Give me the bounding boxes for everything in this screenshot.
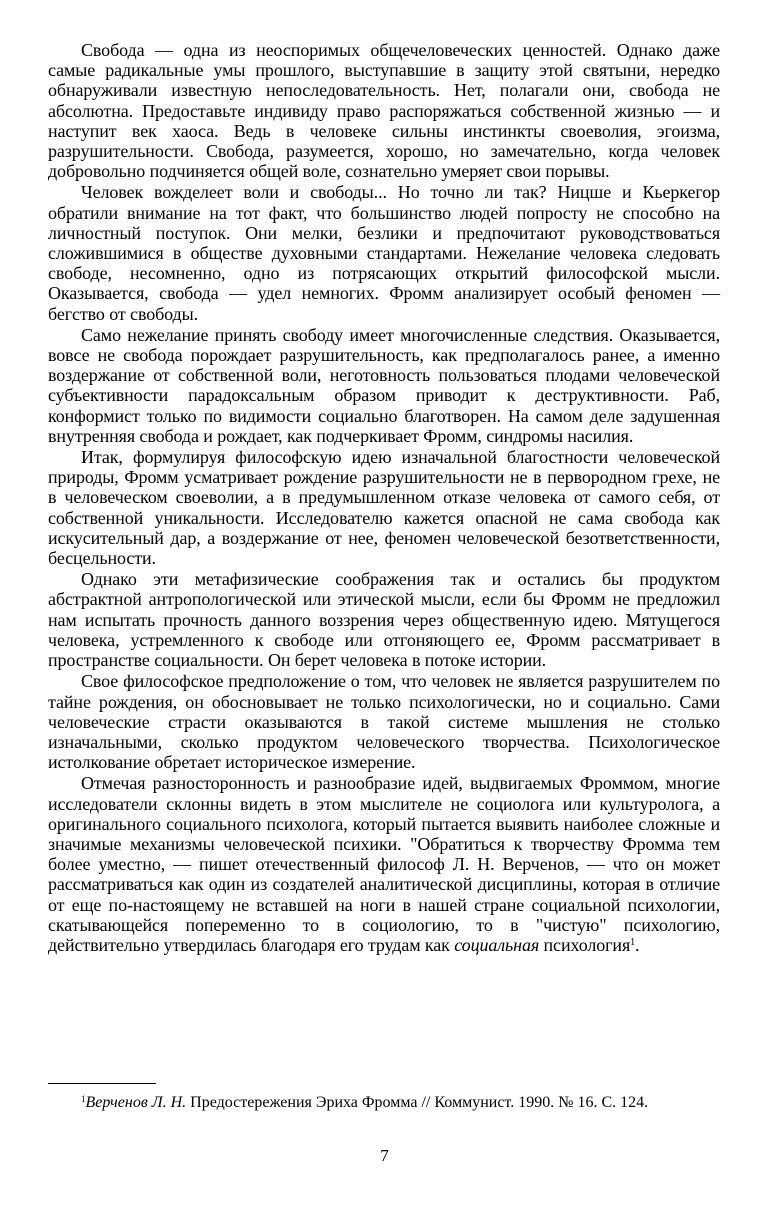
paragraph-5: Однако эти метафизические соображения так и остались бы продуктом абстрактной антропологической или этической мысли, если бы Фромм не предложил нам испытать прочность данного воззрения через общественную идею. Мятущегося человека, устремленного к свободе или отгоняющего ее, Фромм рассматривает в пространстве социальности. Он берет человека в потоке истории. bbox=[48, 569, 720, 671]
paragraph-4: Итак, формулируя философскую идею изначальной благостности человеческой природы, Фромм усматривает рождение разрушительности не в первородном грехе, не в человеческом своеволии, а в предумышленном отказе человека от самого себя, от собственной уникальности. Исследователю кажется опасной не сама свобода как искусительный дар, а воздержание от нее, феномен человеческой безответственности, бесцельности. bbox=[48, 447, 720, 569]
page-body bbox=[48, 40, 720, 955]
footnote-reference[interactable]: 1 bbox=[630, 936, 636, 948]
paragraph-6: Свое философское предположение о том, что человек не является разрушителем по тайне рождения, он обосновывает не только психологически, но и социально. Сами человеческие страсти оказываются в такой системе мышления не столько изначальными, сколько продуктом человеческого творчества. Психологическое истолкование обретает историческое измерение. bbox=[48, 671, 720, 773]
paragraph-1: Свобода — одна из неоспоримых общечеловеческих ценностей. Однако даже самые радикальные умы прошлого, выступавшие в защиту этой святыни, нередко обнаруживали известную непоследовательность. Нет, полагали они, свобода не абсолютна. Предоставьте индивиду право распоряжаться собственной жизнью — и наступит век хаоса. Ведь в человеке сильны инстинкты своеволия, эгоизма, разрушительности. Свобода, разумеется, хорошо, но замечательно, когда человек добровольно подчиняется общей воле, сознательно умеряет свои порывы. bbox=[48, 40, 720, 182]
paragraph-7-text: Отмечая разносторонность и разнообразие идей, выдвигаемых Фроммом, многие исследователи склонны видеть в этом мыслителе не социолога или культуролога, а оригинального социального психолога, который пытается выявить наиболее сложные и значимые механизмы человеческой психики. "Обратиться к творчеству Фромма тем более уместно, — пишет отечественный философ Л. Н. Верченов, — что он может рассматриваться как один из создателей аналитической дисциплины, которая в отличие от еще по-настоящему не вставшей на ноги в нашей стране социальной психологии, скатывающейся попеременно то в социологию, то в "чистую" психологию, действительно утвердилась благодаря его трудам как bbox=[48, 773, 720, 955]
paragraph-2: Человек вожделеет воли и свободы... Но точно ли так? Ницше и Кьеркегор обратили внимание на тот факт, что большинство людей попросту не способно на личностный поступок. Они мелки, безлики и предпочитают руководствоваться сложившимися в обществе духовными стандартами. Нежелание человека следовать свободе, несомненно, одно из потрясающих открытий философской мысли. Оказывается, свобода — удел немногих. Фромм анализирует особый феномен — бегство от свободы. bbox=[48, 182, 720, 324]
page-number: 7 bbox=[380, 1146, 389, 1165]
footnote-author: Верченов Л. Н. bbox=[85, 1094, 187, 1111]
footnote bbox=[48, 1093, 720, 1112]
paragraph-7-text-after: психология bbox=[539, 934, 631, 955]
footnote-mark: 1 bbox=[81, 1094, 86, 1104]
emphasis-social: социальная bbox=[454, 934, 540, 955]
paragraph-3: Само нежелание принять свободу имеет многочисленные следствия. Оказывается, вовсе не свобода порождает разрушительность, как предполагалось ранее, а именно воздержание от собственной воли, неготовность пользоваться плодами человеческой субъективности парадоксальным образом приводит к деструктивности. Раб, конформист только по видимости социально благотворен. На самом деле задушенная внутренняя свобода и рождает, как подчеркивает Фромм, синдромы насилия. bbox=[48, 324, 720, 446]
paragraph-7-end: . bbox=[635, 934, 640, 955]
paragraph-7 bbox=[48, 773, 720, 955]
footnote-divider bbox=[48, 1083, 156, 1084]
footnote-text: Предостережения Эриха Фромма // Коммунист. 1990. № 16. С. 124. bbox=[186, 1094, 649, 1111]
